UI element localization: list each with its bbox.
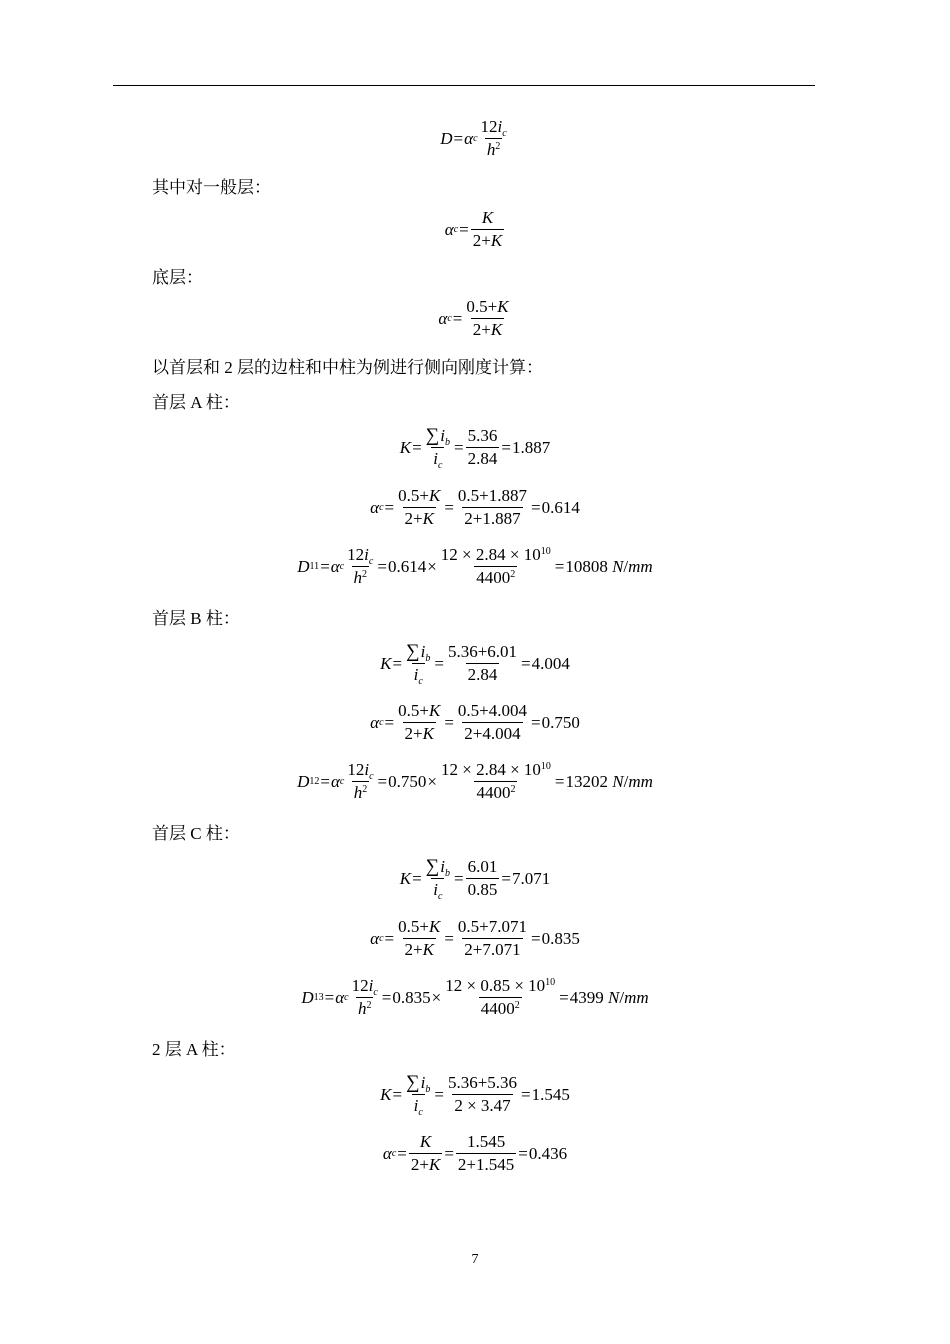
k-c1-denominator: 0.85	[467, 880, 498, 899]
alpha-c1-k-bottom: 7.071	[482, 940, 521, 959]
eq-d12: D 12 = α c $\frac{12i_c}{h^2}$ = 0.750 × $\frac{12 \times 2.84 \times 10^{10}}{4400^2}$ = 13202 N / mm	[297, 760, 653, 802]
k-a2-numerator: 5.36+5.36	[447, 1073, 518, 1092]
eq-k-c1: K = $\frac{\sum i_b}{i_c}$ = $\frac{6.01}{0.85}$ = 7.071	[399, 856, 551, 902]
text-example-intro: 以首层和 2 层的边柱和中柱为例进行侧向刚度计算：	[152, 358, 543, 377]
d12-alpha: 0.750	[388, 771, 427, 791]
header-rule	[113, 85, 815, 86]
alpha-b1-k-bottom: 4.004	[482, 724, 521, 743]
alpha-a2-k-bottom: 1.545	[476, 1155, 515, 1174]
alpha-a2-result: 0.436	[528, 1143, 568, 1163]
eq-alpha-general: α c = $\frac{K}{2+K}$	[444, 208, 503, 250]
alpha-a1-k-bottom: 1.887	[482, 509, 521, 528]
eq-alpha-bottom: α c = $\frac{0.5+K}{2+K}$	[438, 297, 509, 339]
k-a2-denominator: 2 × 3.47	[454, 1096, 511, 1115]
d13-alpha: 0.835	[392, 987, 431, 1007]
d11-alpha: 0.614	[387, 556, 427, 576]
eq-alpha-a1: α c = $\frac{0.5+K}{2+K}$ = $\frac{0.5+1.887}{2+1.887}$ = 0.614	[370, 486, 580, 528]
k-a1-result: 1.887	[511, 437, 551, 457]
d13-result: 4399	[569, 987, 604, 1007]
d11-result: 10808	[565, 556, 608, 576]
d11-height: 4400	[476, 568, 511, 587]
text-floor1-column-a: 首层 A 柱：	[152, 393, 240, 412]
eq-k-a2: K = $\frac{\sum i_b}{i_c}$ = $\frac{5.36+5.36}{2 \times 3.47}$ = 1.545	[380, 1072, 570, 1118]
text-general-floor: 其中对一般层：	[152, 178, 271, 197]
eq-alpha-a2: α c = $\frac{K}{2+K}$ = $\frac{1.545}{2+1.545}$ = 0.436	[382, 1132, 568, 1174]
k-b1-result: 4.004	[531, 653, 570, 673]
text-floor1-column-c: 首层 C 柱：	[152, 824, 240, 843]
eq-k-a1: K = $\frac{\sum i_b}{i_c}$ = $\frac{5.36}{2.84}$ = 1.887	[399, 425, 551, 471]
text-bottom-floor: 底层：	[152, 268, 203, 287]
eq-d13: D 13 = α c $\frac{12i_c}{h^2}$ = 0.835 × $\frac{12 \times 0.85 \times 10^{10}}{4400^2}$ = 4399 N / mm	[301, 976, 649, 1018]
alpha-a2-k-top: 1.545	[466, 1132, 506, 1151]
eq-k-b1: K = $\frac{\sum i_b}{i_c}$ = $\frac{5.36+6.01}{2.84}$ = 4.004	[380, 641, 570, 687]
d12-result: 13202	[565, 771, 609, 791]
text-floor1-column-b: 首层 B 柱：	[152, 609, 240, 628]
k-c1-numerator: 6.01	[467, 857, 498, 876]
alpha-b1-result: 0.750	[541, 712, 580, 732]
eq-d-definition: D = α c $\frac{12i_c}{h^2}$	[440, 117, 507, 159]
d13-height: 4400	[480, 999, 515, 1018]
k-b1-denominator: 2.84	[467, 665, 498, 684]
eq-d11: D 11 = α c $\frac{12i_c}{h^2}$ = 0.614 × $\frac{12 \times 2.84 \times 10^{10}}{4400^2}$ = 10808 N / mm	[297, 545, 653, 587]
alpha-c1-result: 0.835	[541, 928, 580, 948]
k-b1-numerator: 5.36+6.01	[447, 642, 518, 661]
alpha-a1-result: 0.614	[541, 497, 580, 517]
d12-ic: 2.84	[476, 760, 506, 779]
page-number: 7	[471, 1252, 479, 1267]
k-a2-result: 1.545	[531, 1084, 570, 1104]
k-a1-denominator: 2.84	[467, 449, 498, 468]
k-c1-result: 7.071	[511, 868, 551, 888]
alpha-a1-k-top: 1.887	[488, 486, 527, 505]
alpha-b1-k-top: 4.004	[488, 701, 527, 720]
d11-ic: 2.84	[475, 545, 506, 564]
eq-alpha-b1: α c = $\frac{0.5+K}{2+K}$ = $\frac{0.5+4.004}{2+4.004}$ = 0.750	[370, 701, 580, 743]
d13-ic: 0.85	[480, 976, 511, 995]
eq-alpha-c1: α c = $\frac{0.5+K}{2+K}$ = $\frac{0.5+7.071}{2+7.071}$ = 0.835	[370, 917, 580, 959]
d12-height: 4400	[476, 783, 511, 802]
alpha-c1-k-top: 7.071	[488, 917, 527, 936]
text-floor2-column-a: 2 层 A 柱：	[152, 1040, 236, 1059]
k-a1-numerator: 5.36	[467, 426, 498, 445]
